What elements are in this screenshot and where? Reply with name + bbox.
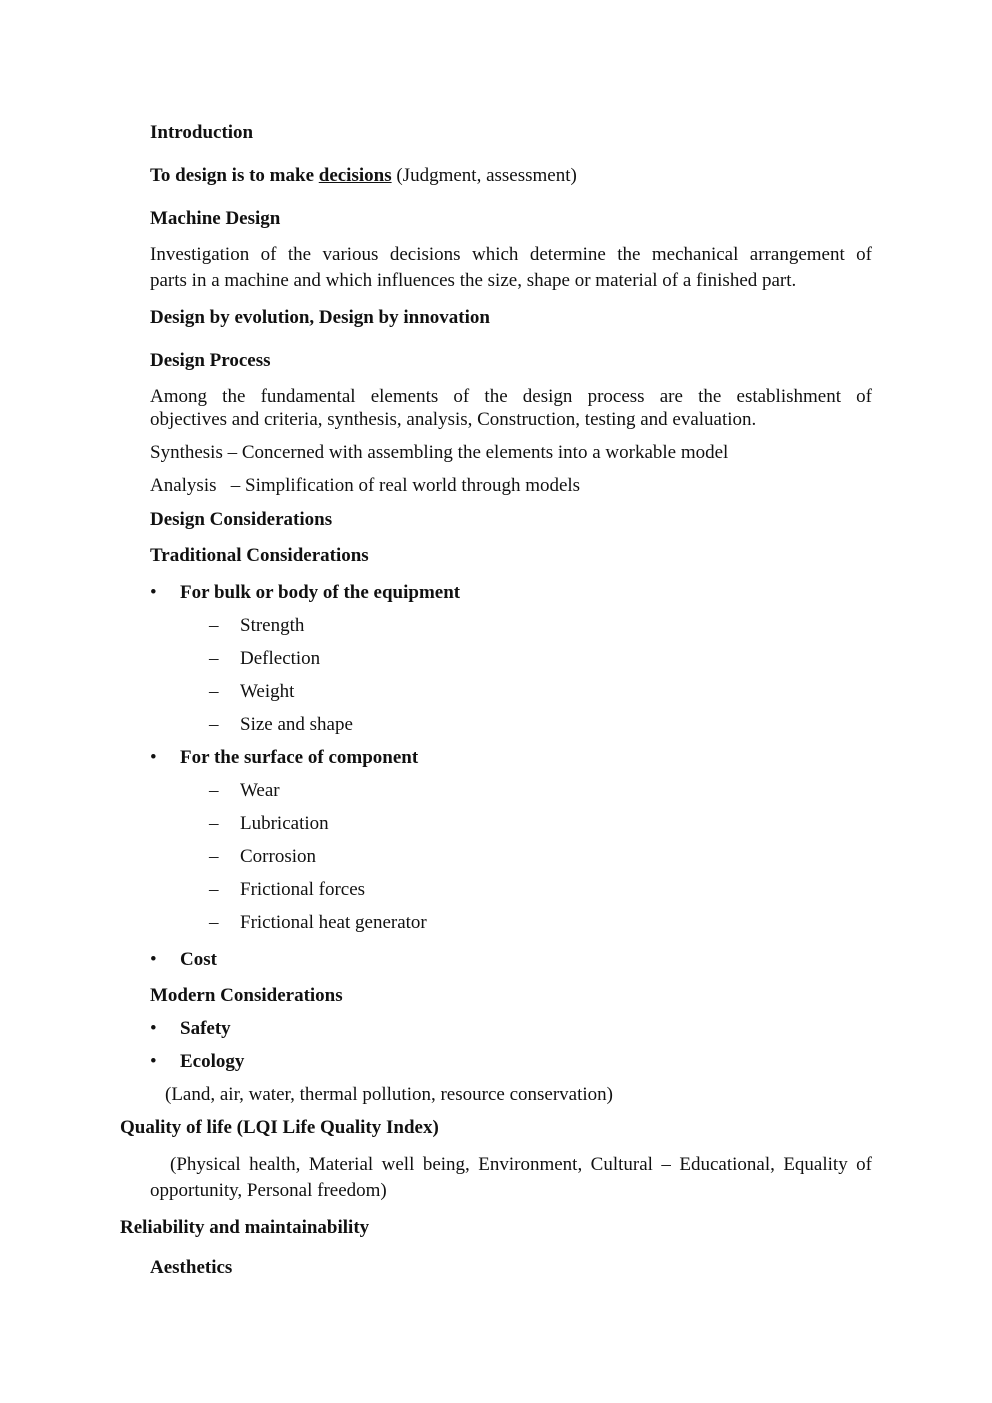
cost-label: Cost bbox=[180, 949, 217, 970]
dash-icon: – bbox=[209, 615, 219, 636]
bullet-icon: • bbox=[150, 582, 157, 603]
quality-line-1: (Physical health, Material well being, Environment, Cultural – Educational, Equality of bbox=[170, 1154, 872, 1175]
design-process-line-1: Among the fundamental elements of the design process are the establishment of bbox=[150, 386, 872, 407]
bullet-icon: • bbox=[150, 1018, 157, 1039]
list-item: Frictional forces bbox=[240, 879, 366, 900]
safety-label: Safety bbox=[180, 1018, 231, 1039]
dash-icon: – bbox=[209, 846, 219, 867]
surface-label: For the surface of component bbox=[180, 747, 419, 768]
ecology-note: (Land, air, water, thermal pollution, resource conservation) bbox=[165, 1084, 613, 1105]
dash-icon: – bbox=[209, 714, 219, 735]
list-item: Lubrication bbox=[240, 813, 329, 834]
machine-design-line-1: Investigation of the various decisions which determine the mechanical arrangement of bbox=[150, 244, 872, 265]
dash-icon: – bbox=[209, 912, 219, 933]
analysis-line: Analysis – Simplification of real world through models bbox=[150, 475, 581, 496]
design-definition bbox=[150, 165, 577, 187]
bullet-icon: • bbox=[150, 1051, 157, 1072]
bullet-icon: • bbox=[150, 747, 157, 768]
dash-icon: – bbox=[209, 813, 219, 834]
evolution-heading: Design by evolution, Design by innovation bbox=[150, 307, 490, 328]
design-lead: To design is to make bbox=[150, 165, 314, 186]
quality-line-2: opportunity, Personal freedom) bbox=[150, 1180, 387, 1201]
reliability-heading: Reliability and maintainability bbox=[120, 1217, 370, 1238]
dash-icon: – bbox=[209, 879, 219, 900]
list-item: Wear bbox=[240, 780, 280, 801]
list-item: Deflection bbox=[240, 648, 321, 669]
design-considerations-heading: Design Considerations bbox=[150, 509, 333, 530]
traditional-considerations-heading: Traditional Considerations bbox=[150, 545, 369, 566]
quality-heading: Quality of life (LQI Life Quality Index) bbox=[120, 1117, 439, 1138]
machine-design-line-2: parts in a machine and which influences the size, shape or material of a finished part. bbox=[150, 270, 797, 291]
dash-icon: – bbox=[209, 648, 219, 669]
design-keyword: decisions bbox=[318, 165, 392, 186]
list-item: Strength bbox=[240, 615, 305, 636]
bulk-label: For bulk or body of the equipment bbox=[180, 582, 461, 603]
intro-heading: Introduction bbox=[150, 122, 254, 143]
list-item: Weight bbox=[240, 681, 295, 702]
bullet-icon: • bbox=[150, 949, 157, 970]
list-item: Size and shape bbox=[240, 714, 353, 735]
machine-design-heading: Machine Design bbox=[150, 208, 281, 229]
dash-icon: – bbox=[209, 681, 219, 702]
aesthetics-heading: Aesthetics bbox=[150, 1257, 233, 1278]
design-process-heading: Design Process bbox=[150, 350, 271, 371]
list-item: Corrosion bbox=[240, 846, 316, 867]
design-process-line-2: objectives and criteria, synthesis, analysis, Construction, testing and evaluation. bbox=[150, 409, 757, 430]
dash-icon: – bbox=[209, 780, 219, 801]
design-note: (Judgment, assessment) bbox=[396, 165, 577, 186]
synthesis-line: Synthesis – Concerned with assembling the elements into a workable model bbox=[150, 442, 729, 463]
list-item: Frictional heat generator bbox=[240, 912, 427, 933]
modern-considerations-heading: Modern Considerations bbox=[150, 985, 343, 1006]
ecology-label: Ecology bbox=[180, 1051, 245, 1072]
